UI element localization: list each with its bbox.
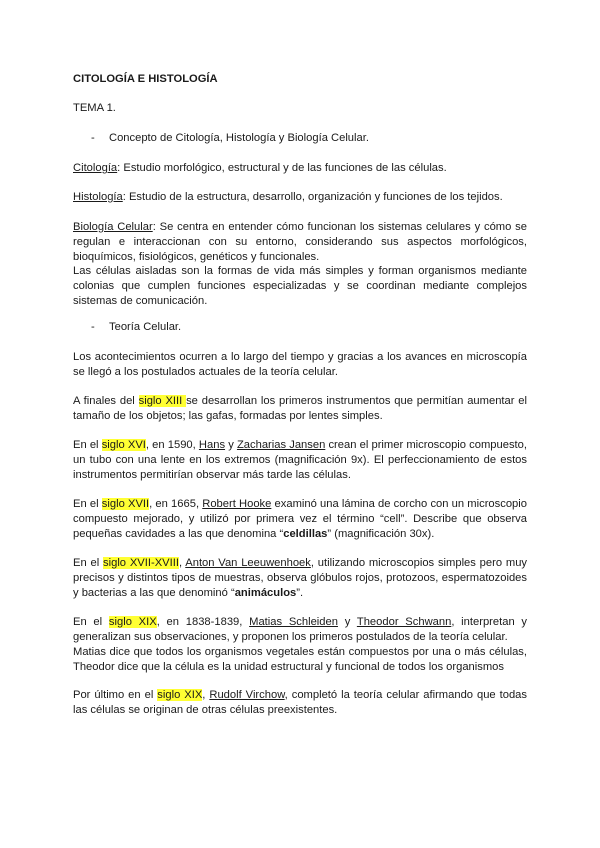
text-run: examinó una lámina de corcho con un microscopio compuesto mejorado, y utilizó por primera vez el término “cell”. Describe que observa pequeñas cavidades a las que denomina “: [73, 498, 527, 540]
text-run: se desarrollan los primeros instrumentos que permitían aumentar el tamaño de los objetos; las gafas, formadas por lentes simples.: [73, 395, 528, 422]
celulas-aisladas-paragraph: Las células aisladas son la formas de vida más simples y forman organismos mediante colonias que cumplen funciones especializadas y se coordinan mediante complejos sistemas de comunicación.: [73, 265, 527, 307]
highlight-siglo-xiii: siglo XIII: [138, 395, 187, 407]
bold-animaculos: animáculos: [234, 587, 297, 599]
bold-celdillas: celdillas: [283, 528, 328, 540]
bullet-dash: -: [91, 132, 95, 144]
text-run: y: [225, 439, 237, 451]
biologia-definition: : Se centra en entender cómo funcionan los sistemas celulares y cómo se regulan e interaccionan con su entorno, considerando sus aspectos morfológicos, bioquímicos, fisiológicos, genéticos y funcionales.: [73, 221, 527, 263]
histologia-term: Histología: [73, 191, 123, 203]
name-theodor-schwann: Theodor Schwann: [356, 616, 452, 628]
name-anton-van-leeuwenhoek: Anton Van Leeuwenhoek: [185, 557, 311, 569]
text-run: En el: [73, 439, 102, 451]
text-run: ” (magnificación 30x).: [327, 528, 435, 540]
bullet-dash: -: [91, 321, 95, 333]
siglo-xvii-paragraph: [73, 497, 527, 542]
text-run: , en 1665,: [149, 498, 203, 510]
bullet-concepto: [91, 131, 369, 146]
highlight-siglo-xvii-xviii: siglo XVII-XVIII: [103, 557, 179, 569]
text-run: , interpretan y generalizan sus observaciones, y proponen los primeros postulados de la teoría celular.: [73, 616, 528, 643]
name-rudolf-virchow: Rudolf Virchow: [209, 689, 285, 701]
bullet-teoria: [91, 320, 181, 335]
highlight-siglo-xix: siglo XIX: [108, 616, 157, 628]
text-run: A finales del: [73, 395, 139, 407]
siglo-xiii-paragraph: [73, 394, 527, 424]
text-run: Por último en el: [73, 689, 158, 701]
text-run: , completó la teoría celular afirmando que todas las células se originan de otras células preexistentes.: [73, 689, 527, 716]
highlight-siglo-xvi: siglo XVI: [101, 439, 146, 451]
text-run: , en 1590,: [145, 439, 199, 451]
name-hans: Hans: [198, 439, 226, 451]
text-run: Matias dice que todos los organismos vegetales están compuestos por una o más células, Theodor dice que la célula es la unidad estructural y funcional de todos los organismos: [73, 646, 527, 673]
text-run: ”.: [296, 587, 304, 599]
siglo-xvii-xviii-paragraph: [73, 556, 527, 601]
text-run: , en 1838-1839,: [156, 616, 250, 628]
name-zacharias-jansen: Zacharias Jansen: [236, 439, 326, 451]
virchow-paragraph: [73, 688, 527, 718]
bullet-teoria-text: Teoría Celular.: [109, 321, 182, 333]
bullet-concepto-text: Concepto de Citología, Histología y Biología Celular.: [109, 132, 369, 144]
text-run: En el: [73, 557, 104, 569]
citologia-paragraph: [73, 161, 527, 176]
histologia-definition: : Estudio de la estructura, desarrollo, organización y funciones de los tejidos.: [122, 191, 503, 203]
acontecimientos-paragraph: Los acontecimientos ocurren a lo largo del tiempo y gracias a los avances en microscopía se llegó a los postulados actuales de la teoría celular.: [73, 351, 527, 378]
name-robert-hooke: Robert Hooke: [202, 498, 272, 510]
biologia-paragraph: [73, 220, 527, 265]
text-run: ,: [202, 689, 210, 701]
citologia-definition: : Estudio morfológico, estructural y de las funciones de las células.: [117, 162, 447, 174]
text-run: crean el primer microscopio compuesto, un tubo con una lente en los extremos (magnificación 9x). El perfeccionamiento de estos instrumentos permitirían observar más tarde las células.: [73, 439, 527, 481]
name-matias-schleiden: Matias Schleiden: [249, 616, 338, 628]
text-run: y: [337, 616, 357, 628]
text-run: ,: [178, 557, 186, 569]
tema-heading: TEMA 1.: [73, 102, 116, 114]
siglo-xix-paragraph: [73, 615, 527, 675]
highlight-siglo-xix-2: siglo XIX: [157, 689, 203, 701]
highlight-siglo-xvii: siglo XVII: [101, 498, 150, 510]
biologia-term: Biología Celular: [73, 221, 153, 233]
text-run: , utilizando microscopios simples pero muy precisos y distintos tipos de muestras, observa glóbulos rojos, protozoos, espermatozoides y bacterias a las que denominó “: [73, 557, 528, 599]
siglo-xvi-paragraph: [73, 438, 527, 483]
text-run: En el: [73, 616, 109, 628]
document-title: CITOLOGÍA E HISTOLOGÍA: [73, 73, 218, 85]
histologia-paragraph: [73, 190, 527, 205]
citologia-term: Citología: [73, 162, 118, 174]
text-run: En el: [73, 498, 102, 510]
